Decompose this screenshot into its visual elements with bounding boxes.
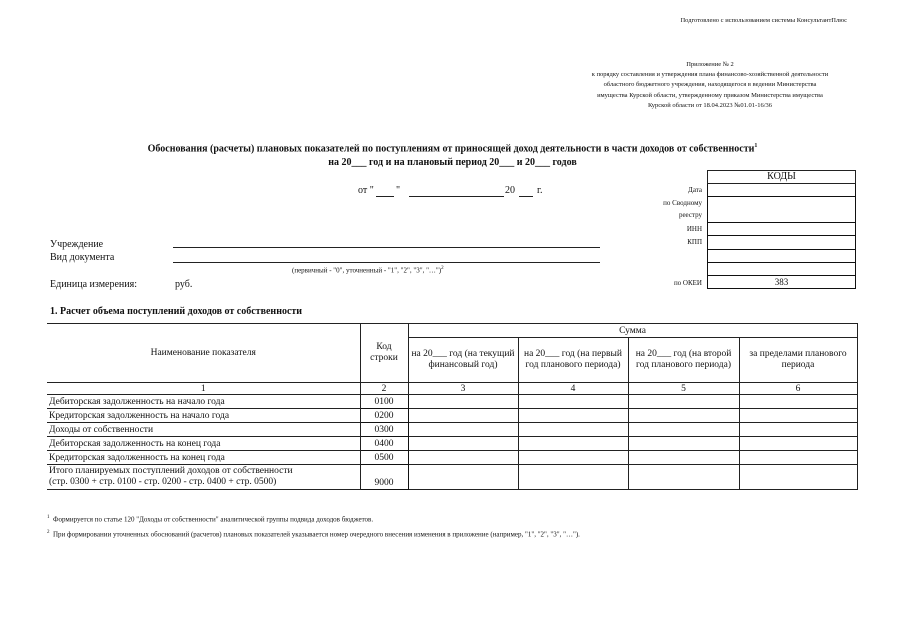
- col-header-current-year: на 20___ год (на текущий финансовый год): [408, 338, 518, 383]
- col-header-sum: Сумма: [408, 324, 857, 338]
- annex-line: Курской области от 18.04.2023 №01.01-16/36: [647, 101, 773, 109]
- cell-value[interactable]: [518, 409, 628, 423]
- cell-value[interactable]: [408, 437, 518, 451]
- col-number-5: 5: [628, 383, 739, 395]
- annex-line: к порядку составления и утверждения плана финансово-хозяйственной деятельности: [591, 71, 829, 79]
- unit-value: руб.: [175, 279, 193, 290]
- table-row: [47, 423, 857, 437]
- cell-value[interactable]: [628, 437, 739, 451]
- date-year-suffix: г.: [537, 185, 543, 196]
- col-number-3: 3: [408, 383, 518, 395]
- section-title: 1. Расчет объема поступлений доходов от собственности: [50, 306, 303, 317]
- cell-value[interactable]: [739, 423, 857, 437]
- footnote-1: [47, 515, 373, 523]
- date-from-label: от ": [358, 185, 374, 196]
- code-label-registry-1: по Сводному: [663, 199, 702, 207]
- col-number-6: 6: [739, 383, 857, 395]
- row-code: 0400: [360, 437, 408, 451]
- col-number-4: 4: [518, 383, 628, 395]
- table-row: [47, 409, 857, 423]
- annex-line: Приложение № 2: [686, 61, 734, 68]
- cell-value[interactable]: [518, 423, 628, 437]
- footnote-2: [47, 530, 580, 538]
- title-line-1: Обоснования (расчеты) плановых показателей по поступлениям от приносящей доход деятельности в части доходов от собственности: [147, 143, 755, 155]
- doc-type-hint-mark: 2: [441, 266, 444, 271]
- date-month-line: [409, 196, 504, 197]
- document-title: [0, 143, 905, 154]
- row-code-total: 9000: [360, 465, 408, 490]
- footnote-1-text: Формируется по статье 120 "Доходы от собственности" аналитической группы подвида доходов бюджетов.: [53, 515, 374, 524]
- institution-label: Учреждение: [50, 239, 104, 250]
- cell-value[interactable]: [628, 423, 739, 437]
- row-code: 0300: [360, 423, 408, 437]
- consultant-note: Подготовлено с использованием системы КонсультантПлюс: [680, 17, 847, 24]
- table-row: [47, 437, 857, 451]
- annex-line: имущества Курской области, утвержденному приказом Министерства имущества: [597, 91, 823, 99]
- doc-type-hint: [292, 266, 444, 274]
- code-cell-date[interactable]: [708, 184, 856, 197]
- code-label-date: Дата: [688, 186, 702, 194]
- code-label-okei: по ОКЕИ: [673, 279, 702, 287]
- cell-value[interactable]: [739, 395, 857, 409]
- date-quote-close: ": [396, 185, 401, 196]
- codes-table: [707, 170, 856, 289]
- cell-value[interactable]: [628, 409, 739, 423]
- table-row: [47, 451, 857, 465]
- total-name-line-2: (стр. 0300 + стр. 0100 - стр. 0200 - стр. 0400 + стр. 0500): [49, 477, 277, 487]
- code-cell-kpp[interactable]: [708, 236, 856, 249]
- row-name: Кредиторская задолженность на конец года: [47, 451, 360, 465]
- row-name: Кредиторская задолженность на начало года: [47, 409, 360, 423]
- footnote-1-mark: 1: [47, 515, 50, 520]
- date-day-line: [376, 196, 394, 197]
- row-code: 0100: [360, 395, 408, 409]
- cell-value[interactable]: [739, 437, 857, 451]
- cell-value[interactable]: [739, 451, 857, 465]
- unit-label: Единица измерения:: [50, 279, 137, 290]
- col-header-name: Наименование показателя: [47, 324, 360, 383]
- cell-value[interactable]: [518, 451, 628, 465]
- cell-value[interactable]: [408, 451, 518, 465]
- cell-value[interactable]: [408, 409, 518, 423]
- doc-type-label: Вид документа: [50, 252, 115, 263]
- cell-value[interactable]: [408, 423, 518, 437]
- col-header-second-plan-year: на 20___ год (на второй год планового периода): [628, 338, 739, 383]
- table-row: [47, 395, 857, 409]
- cell-value[interactable]: [739, 465, 857, 490]
- cell-value[interactable]: [408, 395, 518, 409]
- code-cell-inn[interactable]: [708, 223, 856, 236]
- row-name: Дебиторская задолженность на конец года: [47, 437, 360, 451]
- code-cell-blank-2[interactable]: [708, 262, 856, 275]
- main-table: [47, 323, 858, 490]
- col-header-first-plan-year: на 20___ год (на первый год планового периода): [518, 338, 628, 383]
- code-label-kpp: КПП: [687, 238, 702, 246]
- total-name-line-1: Итого планируемых поступлений доходов от собственности: [49, 466, 293, 476]
- date-year-line: [519, 196, 533, 197]
- cell-value[interactable]: [518, 395, 628, 409]
- row-name: Дебиторская задолженность на начало года: [47, 395, 360, 409]
- title-footnote-mark: 1: [754, 143, 758, 149]
- row-name-total: [47, 465, 360, 490]
- code-cell-registry[interactable]: [708, 197, 856, 223]
- code-cell-okei: 383: [708, 275, 856, 288]
- annex-block: [565, 60, 855, 111]
- cell-value[interactable]: [408, 465, 518, 490]
- col-number-1: 1: [47, 383, 360, 395]
- footnote-2-text: При формировании уточненных обоснований (расчетов) плановых показателей указывается номер очередного внесения изменения в приложение (например, "1", "2", "3", "…").: [53, 530, 580, 539]
- col-number-2: 2: [360, 383, 408, 395]
- cell-value[interactable]: [518, 437, 628, 451]
- table-row-total: [47, 465, 857, 490]
- code-label-registry-2: реестру: [678, 211, 702, 219]
- code-label-inn: ИНН: [686, 225, 702, 233]
- cell-value[interactable]: [739, 409, 857, 423]
- row-code: 0500: [360, 451, 408, 465]
- document-subtitle: на 20___ год и на плановый период 20___ и 20___ годов: [328, 157, 577, 168]
- col-header-beyond-plan: за пределами планового периода: [739, 338, 857, 383]
- date-year-prefix: 20: [505, 185, 515, 196]
- row-code: 0200: [360, 409, 408, 423]
- doc-type-hint-text: (первичный - "0", уточненный - "1", "2", "3", "…"): [292, 266, 442, 275]
- cell-value[interactable]: [628, 465, 739, 490]
- row-name: Доходы от собственности: [47, 423, 360, 437]
- codes-header: КОДЫ: [708, 171, 856, 184]
- annex-line: областного бюджетного учреждения, находящегося в ведении Министерства: [603, 81, 817, 89]
- institution-line[interactable]: [173, 247, 600, 248]
- cell-value[interactable]: [518, 465, 628, 490]
- col-header-code: Код строки: [360, 324, 408, 383]
- code-cell-blank-1[interactable]: [708, 249, 856, 262]
- cell-value[interactable]: [628, 395, 739, 409]
- doc-type-line[interactable]: [173, 262, 600, 263]
- cell-value[interactable]: [628, 451, 739, 465]
- footnote-2-mark: 2: [47, 530, 50, 535]
